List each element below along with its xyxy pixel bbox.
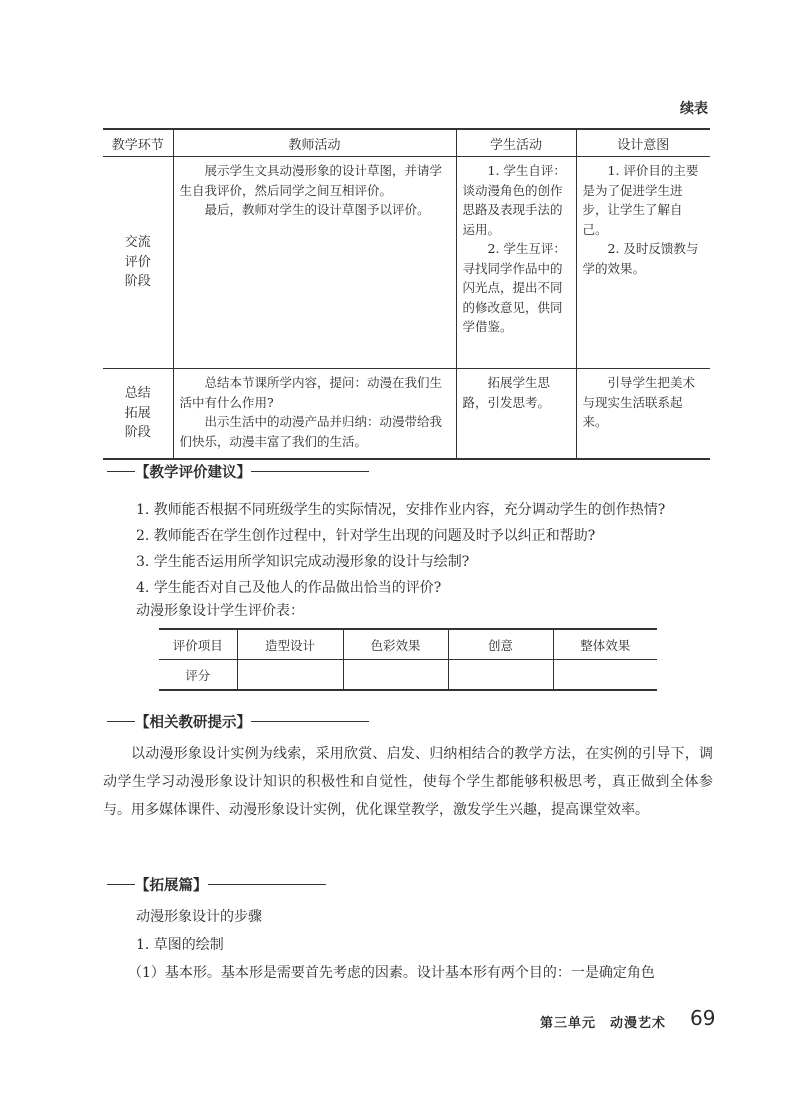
expand-body: （1）基本形。基本形是需要首先考虑的因素。设计基本形有两个目的：一是确定角色	[128, 965, 655, 981]
student-cell	[456, 369, 576, 459]
heading-rule	[208, 884, 326, 885]
heading-rule	[251, 471, 369, 472]
section-title: 【教学评价建议】	[135, 464, 251, 481]
header-intent: 设计意图	[576, 129, 710, 157]
page-number: 69	[690, 1006, 716, 1030]
eval-header-cell: 评价项目	[159, 629, 237, 660]
teacher-cell	[173, 369, 456, 459]
table-row	[159, 629, 657, 660]
table-header-row	[103, 129, 710, 157]
heading-rule	[251, 721, 369, 722]
stage-line: 拓展	[124, 405, 151, 421]
table-row	[159, 660, 657, 691]
section-heading-evaluation	[107, 460, 369, 482]
continued-label: 续表	[680, 101, 708, 117]
header-teacher: 教师活动	[173, 129, 456, 157]
header-stage: 教学环节	[103, 129, 173, 157]
heading-rule	[107, 471, 135, 472]
list-item: 3. 学生能否运用所学知识完成动漫形象的设计与绘制?	[136, 554, 470, 570]
stage-line: 阶段	[124, 274, 151, 290]
stage-line: 总结	[124, 386, 151, 401]
score-cell	[553, 660, 657, 691]
intent-text: 引导学生把美术与现实生活联系起来。	[582, 375, 696, 429]
teacher-text: 最后，教师对学生的设计草图予以评价。	[204, 202, 430, 217]
eval-header-cell: 色彩效果	[343, 629, 448, 660]
list-item: 4. 学生能否对自己及他人的作品做出恰当的评价?	[136, 580, 442, 596]
student-text: 2. 学生互评：寻找同学作品中的闪光点，提出不同的修改意见，供同学借鉴。	[462, 241, 566, 334]
header-student: 学生活动	[456, 129, 576, 157]
stage-line: 阶段	[124, 425, 151, 440]
score-cell	[448, 660, 553, 691]
score-cell	[237, 660, 343, 691]
student-evaluation-table	[159, 628, 657, 691]
research-paragraph: 以动漫形象设计实例为线索，采用欣赏、启发、归纳相结合的教学方法，在实例的引导下，调动学生学习动漫形象设计知识的积极性和自觉性，使每个学生都能够积极思考，真正做到全体参与。用多媒体课件、动漫形象设计实例，优化课堂教学，激发学生兴趣，提高课堂效率。	[103, 746, 713, 818]
heading-rule	[107, 884, 135, 885]
teacher-cell	[173, 157, 456, 369]
stage-line: 交流	[124, 235, 151, 251]
student-text: 1. 学生自评：谈动漫角色的创作思路及表现手法的运用。	[462, 163, 566, 237]
lesson-activity-table	[103, 128, 710, 460]
section-title: 【拓展篇】	[135, 877, 208, 894]
eval-header-cell: 整体效果	[553, 629, 657, 660]
evaluation-list	[136, 497, 736, 601]
list-item: 2. 教师能否在学生创作过程中，针对学生出现的问题及时予以纠正和帮助?	[136, 528, 596, 544]
section-heading-expand	[107, 873, 326, 895]
eval-header-cell: 造型设计	[237, 629, 343, 660]
teacher-text: 展示学生文具动漫形象的设计草图，并请学生自我评价，然后同学之间互相评价。	[179, 163, 443, 198]
eval-table-caption: 动漫形象设计学生评价表：	[136, 603, 304, 619]
footer-unit-title: 第三单元 动漫艺术	[540, 1016, 667, 1031]
eval-header-cell: 创意	[448, 629, 553, 660]
section-title: 【相关教研提示】	[135, 714, 251, 731]
intent-text: 2. 及时反馈教与学的效果。	[582, 241, 699, 276]
intent-cell	[576, 157, 710, 369]
table-row	[103, 157, 710, 369]
student-text: 拓展学生思路，引发思考。	[462, 375, 551, 410]
stage-cell	[103, 369, 173, 459]
stage-line: 评价	[124, 254, 151, 270]
student-cell	[456, 157, 576, 369]
score-cell	[343, 660, 448, 691]
expand-step: 1. 草图的绘制	[136, 937, 224, 953]
section-heading-research	[107, 710, 369, 732]
list-item: 1. 教师能否根据不同班级学生的实际情况，安排作业内容，充分调动学生的创作热情?	[136, 502, 666, 518]
intent-cell	[576, 369, 710, 459]
score-label-cell: 评分	[159, 660, 237, 691]
teacher-text: 出示生活中的动漫产品并归纳：动漫带给我们快乐，动漫丰富了我们的生活。	[179, 414, 443, 449]
intent-text: 1. 评价目的主要是为了促进学生进步，让学生了解自己。	[582, 163, 699, 237]
table-row	[103, 369, 710, 459]
stage-cell	[103, 157, 173, 369]
teacher-text: 总结本节课所学内容，提问：动漫在我们生活中有什么作用?	[179, 375, 443, 410]
expand-subtitle: 动漫形象设计的步骤	[136, 909, 262, 925]
heading-rule	[107, 721, 135, 722]
